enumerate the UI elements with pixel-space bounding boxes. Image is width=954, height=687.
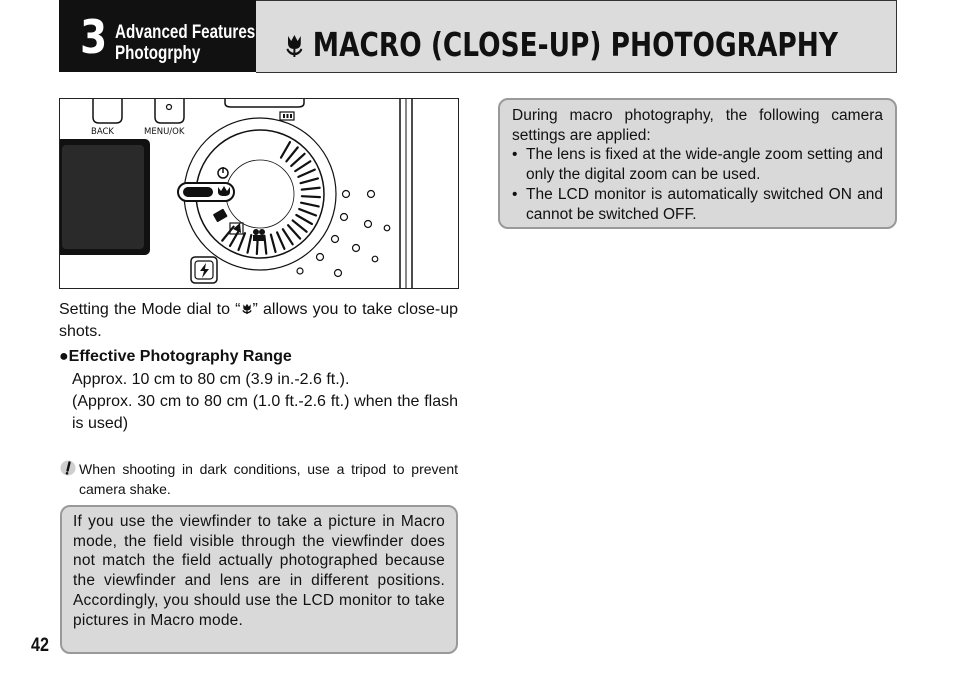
macro-tulip-icon xyxy=(241,302,253,315)
viewfinder-warning-box xyxy=(60,505,458,654)
camera-mode-dial-illustration xyxy=(59,98,459,289)
viewfinder-warning-text: If you use the viewfinder to take a picture in Macro mode, the field visible through the viewfinder does not match the field actually photographed because the viewfinder and lens are in different positions. Accordingly, you should use the LCD monitor to take pictures in Macro mode. xyxy=(73,513,445,629)
range-with-flash: (Approx. 30 cm to 80 cm (1.0 ft.-2.6 ft.) when the flash is used) xyxy=(72,393,458,432)
bullet-dot: • xyxy=(512,185,518,203)
macro-tulip-icon xyxy=(284,32,305,58)
caution-icon xyxy=(60,460,76,476)
section-name xyxy=(115,22,255,64)
range-heading: ●Effective Photography Range xyxy=(59,348,292,365)
intro-paragraph xyxy=(59,299,458,343)
camera-back-drawing xyxy=(60,99,458,288)
back-label: BACK xyxy=(91,127,115,137)
section-name-line2: Photogrphy xyxy=(115,43,201,64)
page-number: 42 xyxy=(31,635,49,656)
settings-lead: During macro photography, the following camera settings are applied: xyxy=(512,107,883,144)
section-number: 3 xyxy=(80,10,108,64)
intro-text-before: Setting the Mode dial to “ xyxy=(59,301,241,318)
range-normal: Approx. 10 cm to 80 cm (3.9 in.-2.6 ft.). xyxy=(72,371,350,388)
page-title-text: MACRO (CLOSE-UP) PHOTOGRAPHY xyxy=(312,25,838,64)
page-title xyxy=(284,25,838,64)
tripod-note xyxy=(60,459,458,499)
settings-bullet-zoom xyxy=(512,145,883,184)
menu-ok-label: MENU/OK xyxy=(144,127,185,137)
bullet-text: The LCD monitor is automatically switched ON and cannot be switched OFF. xyxy=(526,185,883,223)
settings-bullet-lcd xyxy=(512,185,883,224)
macro-settings-box xyxy=(498,98,897,229)
bullet-text: The lens is fixed at the wide-angle zoom setting and only the digital zoom can be used. xyxy=(526,146,883,184)
section-name-line1: Advanced Features xyxy=(115,22,256,43)
note-text: When shooting in dark conditions, use a tripod to prevent camera shake. xyxy=(79,461,458,497)
intro-text-after: ” allows you to take close-up shots. xyxy=(59,301,458,340)
bullet-dot: • xyxy=(512,146,518,164)
